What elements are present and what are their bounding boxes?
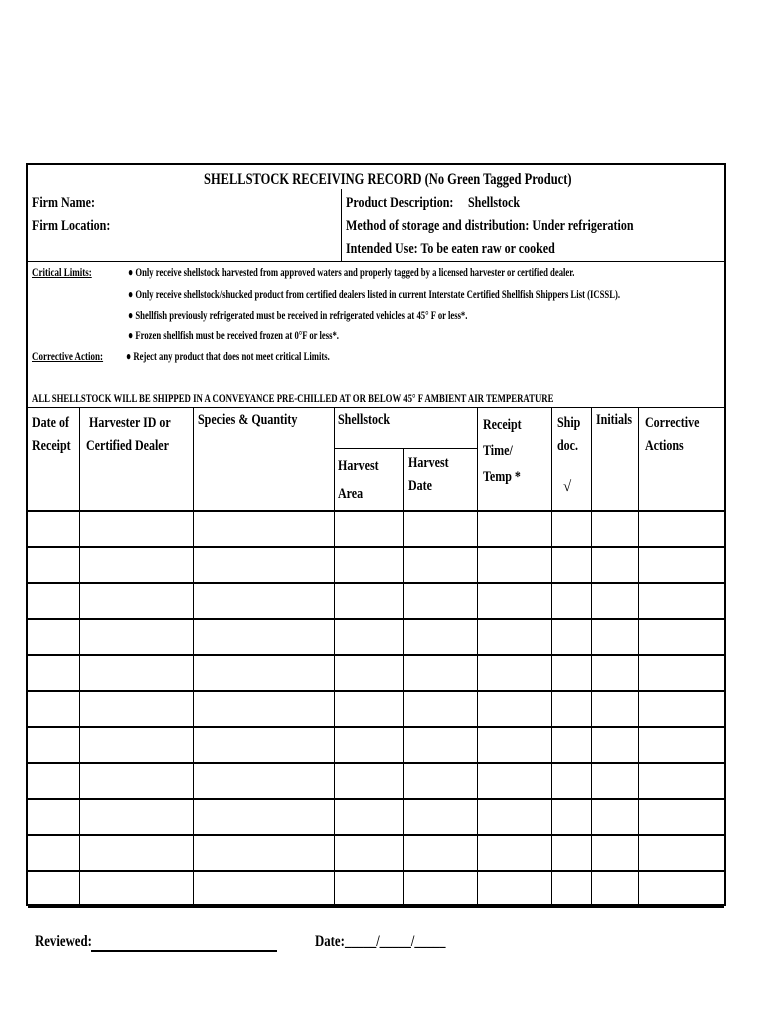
corrective-action-label: Corrective Action: — [32, 349, 104, 363]
form-title: SHELLSTOCK RECEIVING RECORD (No Green Tagged Product) — [204, 171, 572, 188]
col-corrective-actions: Corrective Actions — [645, 415, 700, 454]
firm-location-label: Firm Location: — [32, 218, 111, 234]
date-label: Date: — [315, 933, 345, 950]
product-description-value: Shellstock — [468, 195, 521, 211]
col-receipt: Receipt Time/ Temp * — [483, 417, 522, 485]
header-bottom-line — [28, 261, 724, 262]
table-top-line — [28, 407, 724, 408]
table-row-line — [28, 510, 724, 512]
col-divider — [477, 407, 478, 906]
critical-limit-4: ● Frozen shellfish must be received frozen at 0°F or less*. — [128, 328, 339, 342]
corrective-action-text: ● Reject any product that does not meet critical Limits. — [126, 349, 330, 363]
critical-limit-1: ● Only receive shellstock harvested from approved waters and properly tagged by a licensed harvester or certified dealer. — [128, 265, 575, 279]
table-row-line — [28, 726, 724, 728]
critical-limits-label: Critical Limits: — [32, 265, 92, 279]
col-divider — [334, 407, 335, 906]
header-divider — [341, 189, 342, 261]
table-row-line — [28, 654, 724, 656]
table-row-line — [28, 798, 724, 800]
critical-limit-3: ● Shellfish previously refrigerated must be received in refrigerated vehicles at 45° F or less*. — [128, 308, 468, 322]
table-row-line — [28, 582, 724, 584]
col-harvester: Harvester ID or Certified Dealer — [86, 415, 171, 454]
table-row-line — [28, 690, 724, 692]
intended-use: Intended Use: To be eaten raw or cooked — [346, 241, 555, 257]
table-row-line — [28, 834, 724, 836]
col-date: Date of Receipt — [32, 415, 71, 454]
col-harvest-area: Harvest Area — [338, 458, 379, 502]
ship-doc-check: √ — [563, 479, 572, 495]
col-ship-doc: Ship doc. — [557, 415, 581, 454]
col-harvest-date: Harvest Date — [408, 455, 449, 494]
table-row-line — [28, 618, 724, 620]
col-divider — [193, 407, 194, 906]
table-row-line — [28, 762, 724, 764]
col-divider — [403, 448, 404, 906]
shipping-notice: ALL SHELLSTOCK WILL BE SHIPPED IN A CONVEYANCE PRE-CHILLED AT OR BELOW 45° F AMBIENT AIR TEMPERATURE — [32, 391, 554, 405]
firm-name-label: Firm Name: — [32, 195, 95, 211]
table-row-line — [28, 870, 724, 872]
col-divider — [551, 407, 552, 906]
col-species: Species & Quantity — [198, 412, 298, 428]
table-row-line — [28, 546, 724, 548]
shellstock-subheader-line — [334, 448, 477, 449]
reviewed-signature-line[interactable] — [91, 950, 277, 952]
col-initials: Initials — [596, 412, 633, 428]
table-row-line — [28, 906, 724, 908]
col-divider — [591, 407, 592, 906]
col-divider — [638, 407, 639, 906]
product-description-label: Product Description: — [346, 195, 454, 211]
date-blank[interactable]: _____/_____/_____ — [345, 933, 446, 950]
col-divider — [79, 407, 80, 906]
record-form — [26, 163, 726, 906]
critical-limit-2: ● Only receive shellstock/shucked product from certified dealers listed in current Interstate Certified Shellfish Shippers List (ICSSL). — [128, 287, 620, 301]
method-of-storage: Method of storage and distribution: Under refrigeration — [346, 218, 634, 234]
reviewed-label: Reviewed: — [35, 933, 92, 950]
col-shellstock: Shellstock — [338, 412, 391, 428]
